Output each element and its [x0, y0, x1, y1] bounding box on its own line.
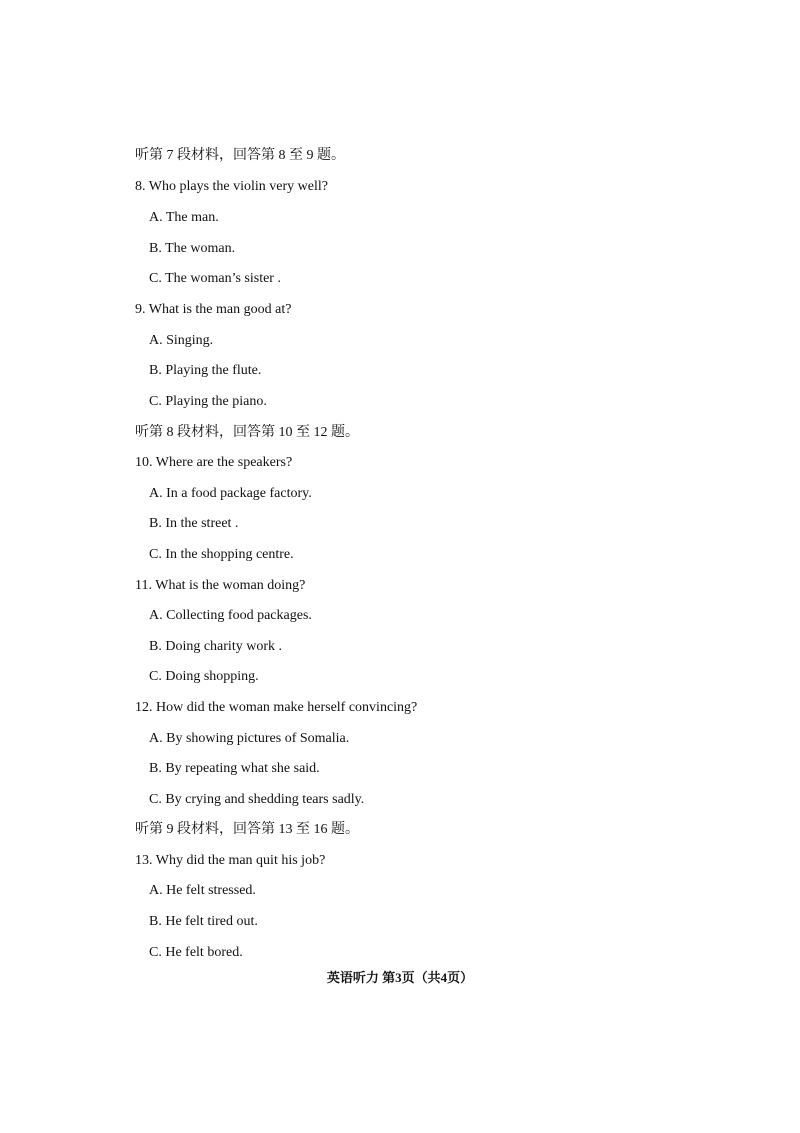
question-stem: 13. Why did the man quit his job?	[135, 853, 326, 868]
answer-option: A. He felt stressed.	[149, 883, 256, 898]
answer-option: B. The woman.	[149, 241, 236, 256]
answer-option: C. The woman’s sister .	[149, 271, 281, 286]
answer-option: B. Playing the flute.	[149, 363, 262, 378]
question-stem: 11. What is the woman doing?	[135, 578, 306, 593]
answer-option: B. Doing charity work .	[149, 639, 282, 654]
answer-option: A. Collecting food packages.	[149, 608, 312, 623]
answer-option: C. Playing the piano.	[149, 394, 267, 409]
answer-option: C. In the shopping centre.	[149, 547, 294, 562]
answer-option: B. In the street .	[149, 516, 239, 531]
question-stem: 10. Where are the speakers?	[135, 455, 293, 470]
answer-option: C. By crying and shedding tears sadly.	[149, 792, 365, 807]
section-instruction: 听第 8 段材料，回答第 10 至 12 题。	[135, 425, 359, 440]
answer-option: B. By repeating what she said.	[149, 761, 320, 776]
answer-option: A. Singing.	[149, 333, 214, 348]
section-instruction: 听第 9 段材料，回答第 13 至 16 题。	[135, 822, 359, 837]
question-stem: 9. What is the man good at?	[135, 302, 292, 317]
answer-option: A. The man.	[149, 210, 219, 225]
answer-option: C. He felt bored.	[149, 945, 243, 960]
section-instruction: 听第 7 段材料，回答第 8 至 9 题。	[135, 148, 345, 163]
question-stem: 8. Who plays the violin very well?	[135, 179, 328, 194]
answer-option: C. Doing shopping.	[149, 669, 259, 684]
answer-option: B. He felt tired out.	[149, 914, 258, 929]
question-stem: 12. How did the woman make herself convincing?	[135, 700, 418, 715]
answer-option: A. In a food package factory.	[149, 486, 312, 501]
answer-option: A. By showing pictures of Somalia.	[149, 731, 350, 746]
page-footer: 英语听力 第3页（共4页）	[326, 970, 474, 985]
